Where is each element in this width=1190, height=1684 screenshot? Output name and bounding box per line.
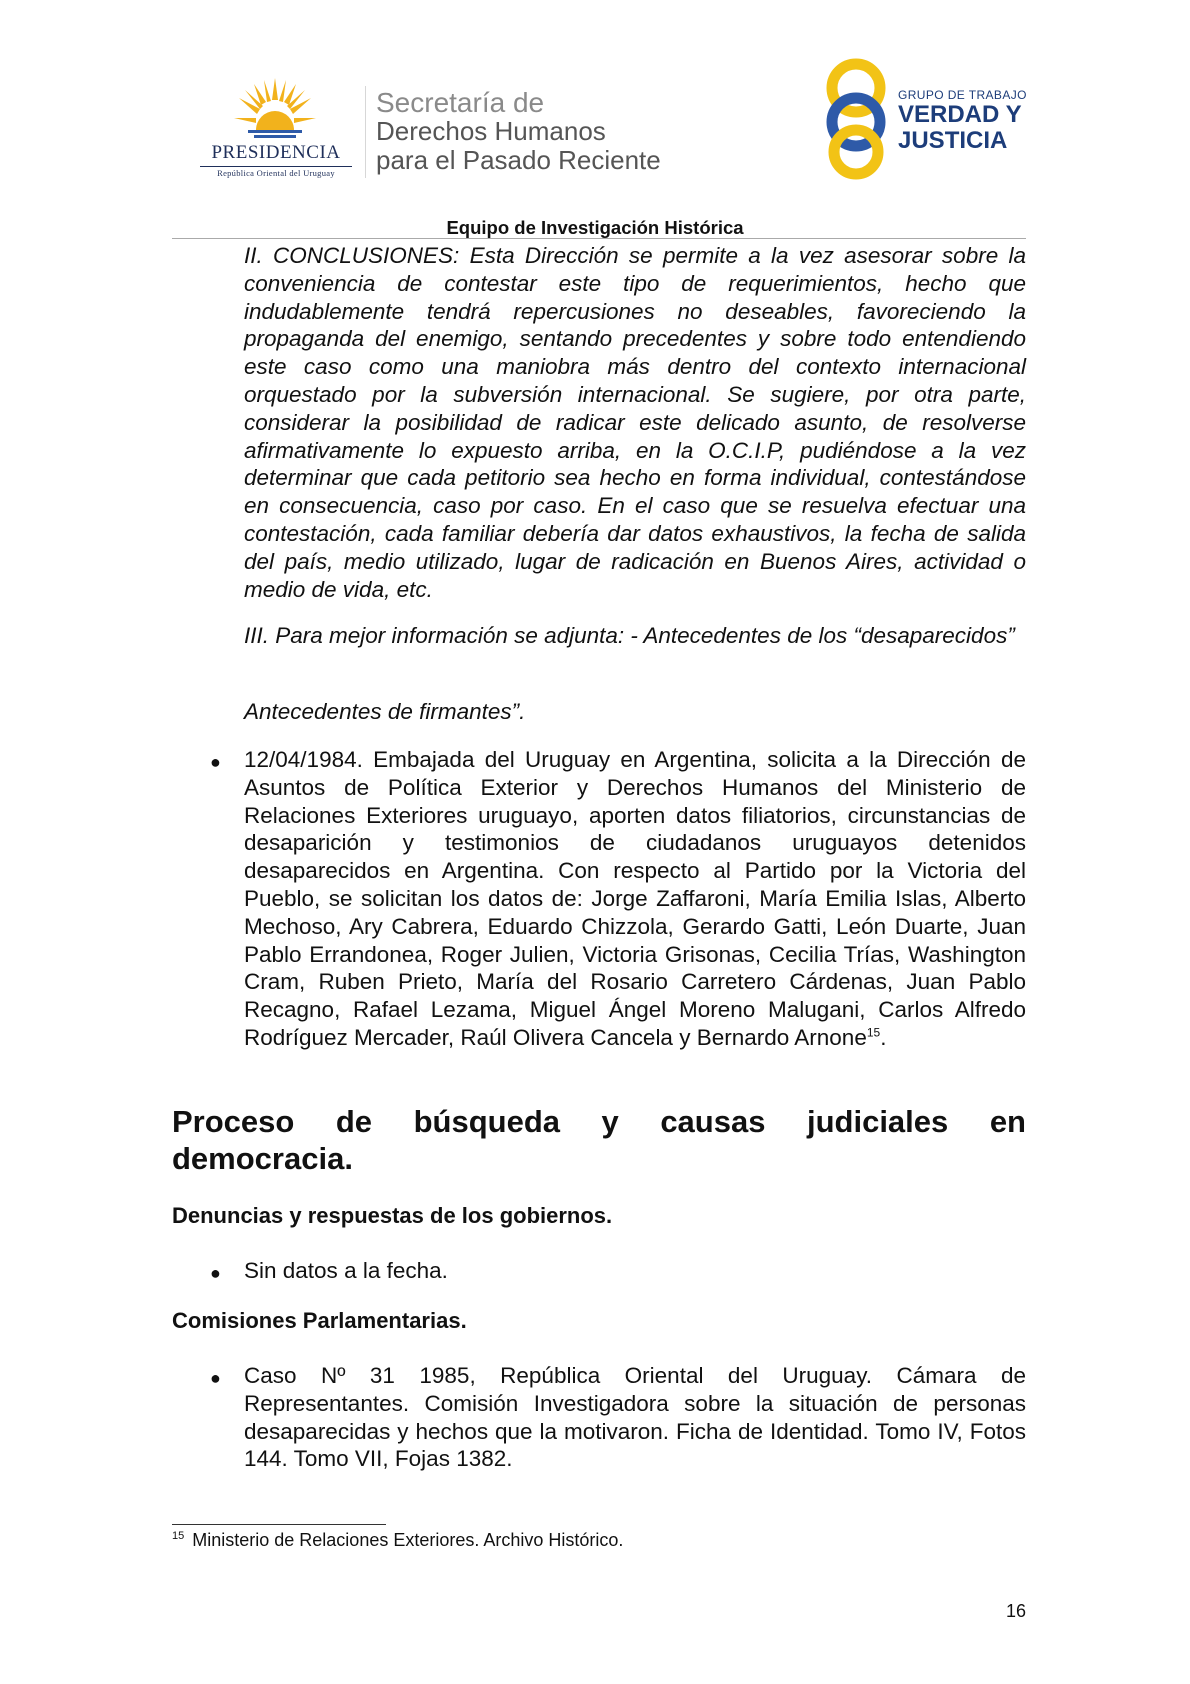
gtvj-logo — [818, 56, 1038, 182]
footnote-number: 15 — [172, 1530, 185, 1542]
footnote-separator — [172, 1524, 386, 1525]
presidencia-subtitle: República Oriental del Uruguay — [217, 168, 335, 178]
list-item-text: 12/04/1984. Embajada del Uruguay en Argentina, solicita a la Dirección de Asuntos de Política Exterior y Derechos Humanos del Ministerio de Relaciones Exteriores uruguayo, aporten datos filiatorios, circunstancias de desaparición y testimonios de ciudadanos uruguayos detenidos desaparecidos en Argentina. Con respecto al Partido por la Victoria del Pueblo, se solicitan los datos de: Jorge Zaffaroni, María Emilia Islas, Alberto Mechoso, Ary Cabrera, Eduardo Chizzola, Gerardo Gatti, León Duarte, Juan Pablo Errandonea, Roger Julien, Victoria Grisonas, Cecilia Trías, Washington Cram, Ruben Prieto, María del Rosario Carretero Cárdenas, Juan Pablo Recagno, Rafael Lezama, Miguel Ángel Moreno Malugani, Carlos Alfredo Rodríguez Mercader, Raúl Olivera Cancela y Bernardo Arnone — [244, 747, 1026, 1050]
page-number: 16 — [1006, 1601, 1027, 1621]
heading-word: de — [335, 1104, 373, 1139]
quote-paragraph-adjunta: III. Para mejor información se adjunta: - Antecedentes de los “desaparecidos” — [244, 623, 1015, 648]
subheading-comisiones: Comisiones Parlamentarias. — [172, 1308, 467, 1333]
heading-word: búsqueda — [413, 1104, 560, 1139]
secretaria-line-3: para el Pasado Reciente — [376, 145, 661, 175]
quote-paragraph-conclusiones: II. CONCLUSIONES: Esta Dirección se permite a la vez asesorar sobre la conveniencia de contestar este tipo de requerimientos, hecho que indudablemente tendrá repercusiones no deseables, favoreciendo la propaganda del enemigo, sentando precedentes y sobre todo entendiendo este caso como una maniobra más dentro del contexto internacional orquestado por la subversión internacional. Se sugiere, por otra parte, considerar la posibilidad de radicar este delicado asunto, de resolverse afirmativamente lo expuesto arriba, en la O.C.I.P, pudiéndose a la vez determinar que cada petitorio sea hecho en forma individual, contestándose en consecuencia, caso por caso. En el caso que se resuelva efectuar una contestación, cada familiar debería dar datos exhaustivos, la fecha de salida del país, medio utilizado, lugar de radicación en Buenos Aires, actividad o medio de vida, etc. — [244, 243, 1026, 602]
footnote-reference[interactable]: 15 — [866, 1025, 881, 1040]
section-heading-line-2: democracia. — [172, 1141, 353, 1176]
header-divider — [365, 86, 366, 178]
section-heading-line-1 — [172, 1103, 1026, 1140]
list-item-sin-datos: Sin datos a la fecha. — [244, 1258, 448, 1283]
presidencia-title: PRESIDENCIA — [211, 142, 341, 163]
bullet-icon: ● — [210, 1368, 221, 1388]
heading-word: en — [989, 1104, 1026, 1139]
heading-word: y — [601, 1104, 619, 1139]
secretaria-line-1: Secretaría de — [376, 87, 545, 118]
presidencia-logo — [196, 78, 356, 178]
section-heading — [172, 1103, 1026, 1177]
gtvj-line-1: GRUPO DE TRABAJO — [898, 88, 1027, 102]
gtvj-text — [898, 88, 1027, 154]
heading-word: judiciales — [806, 1104, 949, 1139]
presidencia-divider — [200, 166, 352, 167]
sun-emblem-icon — [234, 78, 316, 140]
quote-paragraph-firmantes: Antecedentes de firmantes”. — [244, 699, 526, 724]
team-title: Equipo de Investigación Histórica — [446, 217, 744, 238]
gtvj-line-2: VERDAD Y — [898, 101, 1022, 128]
gtvj-line-3: JUSTICIA — [898, 127, 1008, 154]
footnote — [172, 1530, 623, 1551]
footnote-text: Ministerio de Relaciones Exteriores. Archivo Histórico. — [192, 1530, 624, 1550]
heading-word: causas — [660, 1104, 766, 1139]
heading-word: Proceso — [172, 1104, 295, 1139]
secretaria-line-2: Derechos Humanos — [376, 116, 606, 146]
bullet-icon: ● — [210, 752, 221, 772]
secretaria-logo-text — [376, 88, 661, 175]
header-rule — [172, 238, 1026, 239]
list-item-caso-31: Caso Nº 31 1985, República Oriental del Uruguay. Cámara de Representantes. Comisión Investigadora sobre la situación de personas desaparecidas y hechos que la motivaron. Ficha de Identidad. Tomo IV, Fotos 144. Tomo VII, Fojas 1382. — [244, 1363, 1026, 1472]
list-item-end: . — [880, 1024, 887, 1050]
subheading-denuncias: Denuncias y respuestas de los gobiernos. — [172, 1203, 613, 1228]
bullet-icon: ● — [210, 1263, 221, 1283]
list-item-embajada — [244, 746, 1026, 1052]
